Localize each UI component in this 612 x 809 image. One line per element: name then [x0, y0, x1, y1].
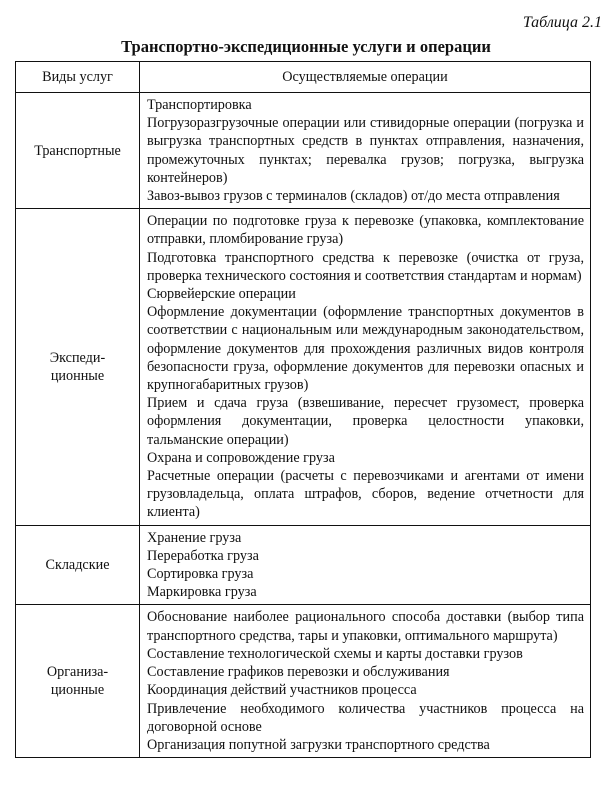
table-header-row: [16, 62, 591, 93]
service-type-cell: Транспортные: [16, 93, 140, 209]
operations-cell: [140, 605, 591, 758]
operation-item: Составление графиков перевозки и обслуживания: [147, 664, 450, 681]
header-operations: Осуществляемые операции: [140, 62, 591, 93]
header-service-type: Виды услуг: [16, 62, 140, 93]
operation-item: Координация действий участников процесса: [147, 682, 417, 699]
operation-item: Переработка груза: [147, 547, 259, 564]
operation-item: Операции по подготовке груза к перевозке (упаковка, комплектование отправки, пломбирование груза): [147, 213, 584, 248]
table-row: [16, 525, 591, 605]
service-type-label: Организа- ционные: [46, 664, 109, 699]
operation-item: Расчетные операции (расчеты с перевозчиками и агентами от имени грузовладельца, оплата штрафов, сборов, ведение отчетности для клиента): [147, 468, 584, 521]
table-row: [16, 209, 591, 525]
service-type-label: Экспеди- ционные: [49, 349, 106, 384]
table-row: [16, 93, 591, 209]
operation-item: Подготовка транспортного средства к перевозке (очистка от груза, проверка технического состояния и соответствия стандартам и нормам): [147, 249, 584, 284]
operation-item: Сюрвейерские операции: [147, 286, 296, 303]
operation-item: Составление технологической схемы и карты доставки грузов: [147, 645, 523, 662]
table-row: [16, 605, 591, 758]
operation-item: Обоснование наиболее рационального способа доставки (выбор типа транспортного средства, тары и упаковки, оптимального маршрута): [147, 609, 584, 644]
operation-item: Прием и сдача груза (взвешивание, пересчет грузомест, проверка оформления документации, проверка целостности упаковки, тальманские операции): [147, 395, 584, 448]
operation-item: Завоз-вывоз грузов с терминалов (складов) от/до места отправления: [147, 188, 560, 205]
table-title: Транспортно-экспедиционные услуги и операции: [121, 37, 491, 56]
operation-item: Погрузоразгрузочные операции или стивидорные операции (погрузка и выгрузка транспортных средств в пунктах отправления, назначения, промежуточных пунктах; перевалка грузов; погрузка, выгрузка контейнеров): [147, 115, 584, 186]
operations-cell: [140, 93, 591, 209]
service-type-cell: [16, 209, 140, 525]
service-type-cell: Складские: [16, 525, 140, 605]
operation-item: Маркировка груза: [147, 584, 257, 601]
operation-item: Сортировка груза: [147, 566, 254, 583]
service-type-cell: [16, 605, 140, 758]
operations-cell: [140, 209, 591, 525]
operation-item: Транспортировка: [147, 97, 252, 113]
operation-item: Хранение груза: [147, 529, 242, 546]
operation-item: Привлечение необходимого количества участников процесса на договорной основе: [147, 700, 584, 735]
operation-item: Оформление документации (оформление транспортных документов в соответствии с национальным или международным законодательством, оформление документов для прохождения различных видов контроля безопасности груза, оформление документов для перевозки опасных и крупногабаритных грузов): [147, 304, 584, 394]
operation-item: Охрана и сопровождение груза: [147, 449, 335, 466]
operations-cell: [140, 525, 591, 605]
services-table: [15, 61, 591, 758]
table-caption: Таблица 2.1: [522, 14, 602, 31]
operation-item: Организация попутной загрузки транспортного средства: [147, 736, 490, 753]
